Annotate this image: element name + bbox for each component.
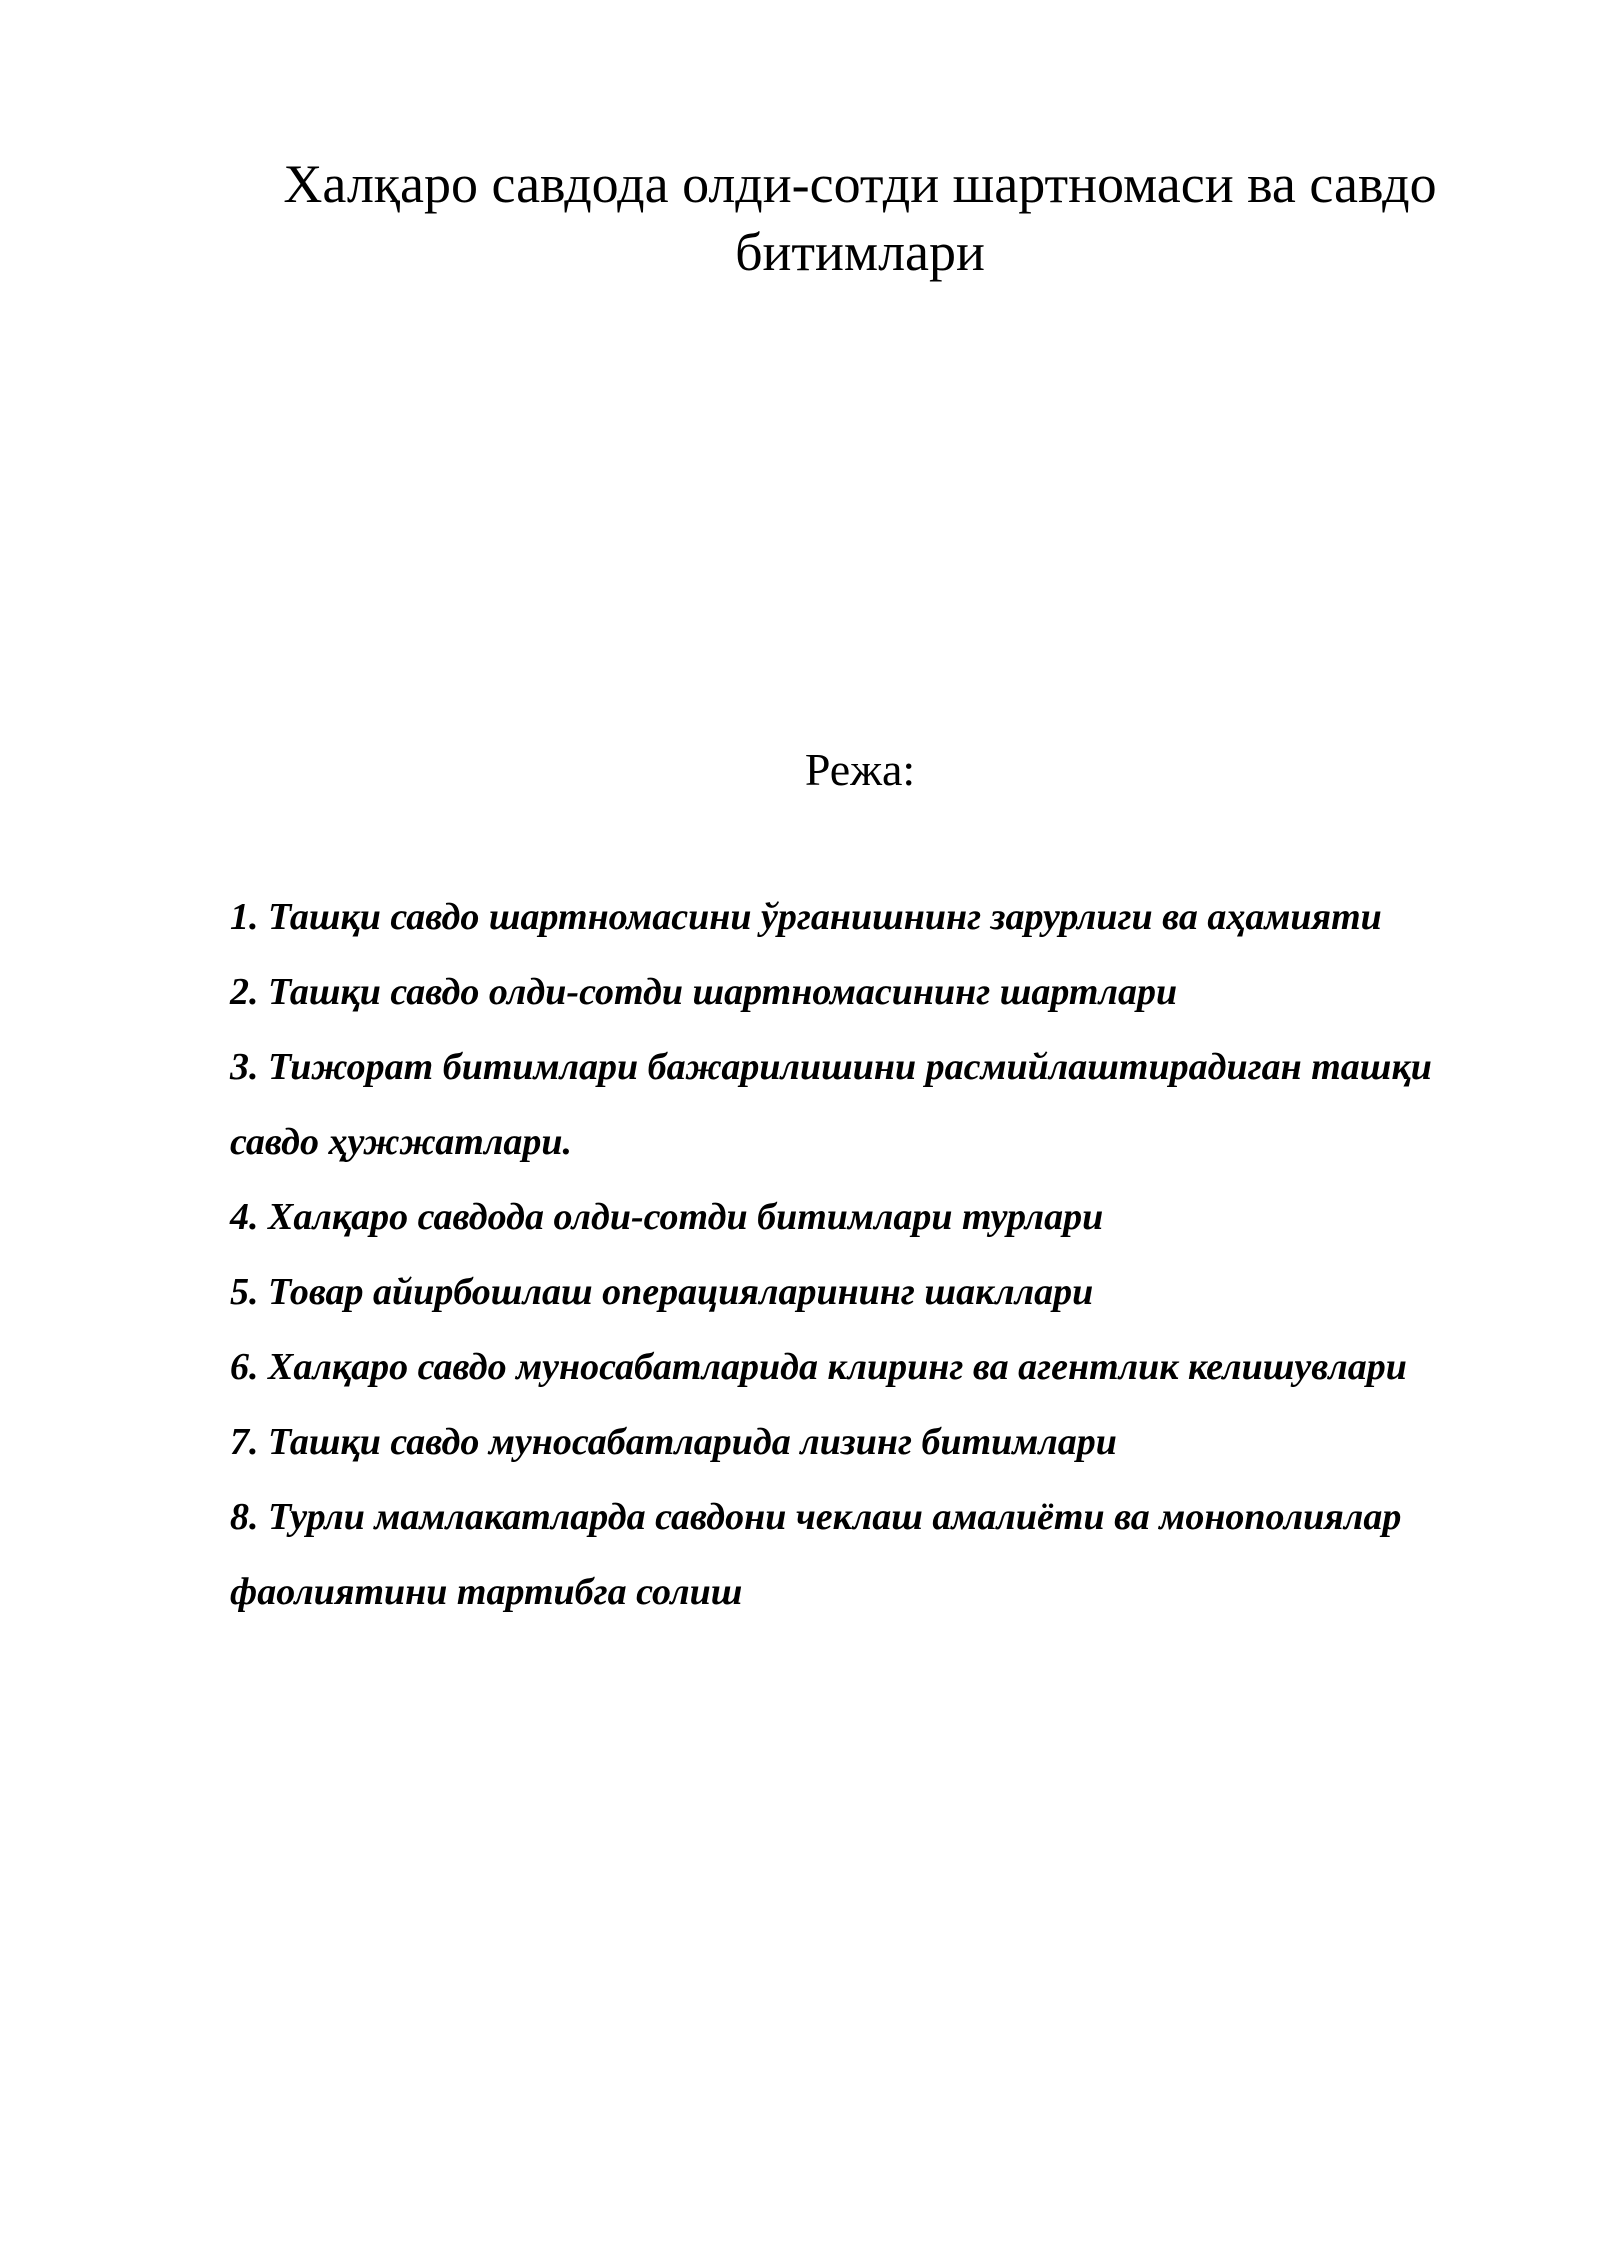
plan-item: 2. Ташқи савдо олди-сотди шартномасининг шартлари xyxy=(230,971,1178,1013)
plan-item: 6. Халқаро савдо муносабатларида клиринг ва агентлик келишувлари xyxy=(230,1346,1407,1388)
plan-list xyxy=(230,880,1500,1630)
plan-item: 4. Халқаро савдода олди-сотди битимлари турлари xyxy=(230,1196,1104,1238)
plan-item: 7. Ташқи савдо муносабатларида лизинг битимлари xyxy=(230,1421,1117,1463)
plan-item: 5. Товар айирбошлаш операцияларининг шакллари xyxy=(230,1271,1094,1313)
document-title: Халқаро савдода олди-сотди шартномаси ва савдо битимлари xyxy=(283,154,1437,282)
plan-heading: Режа: xyxy=(804,744,916,795)
plan-item: 8. Турли мамлакатларда савдони чеклаш амалиёти ва монополиялар фаолиятини тартибга солиш xyxy=(230,1496,1402,1613)
plan-item: 3. Тижорат битимлари бажарилишини расмийлаштирадиган ташқи савдо ҳужжатлари. xyxy=(230,1046,1432,1163)
plan-item: 1. Ташқи савдо шартномасини ўрганишнинг зарурлиги ва аҳамияти xyxy=(230,896,1382,938)
